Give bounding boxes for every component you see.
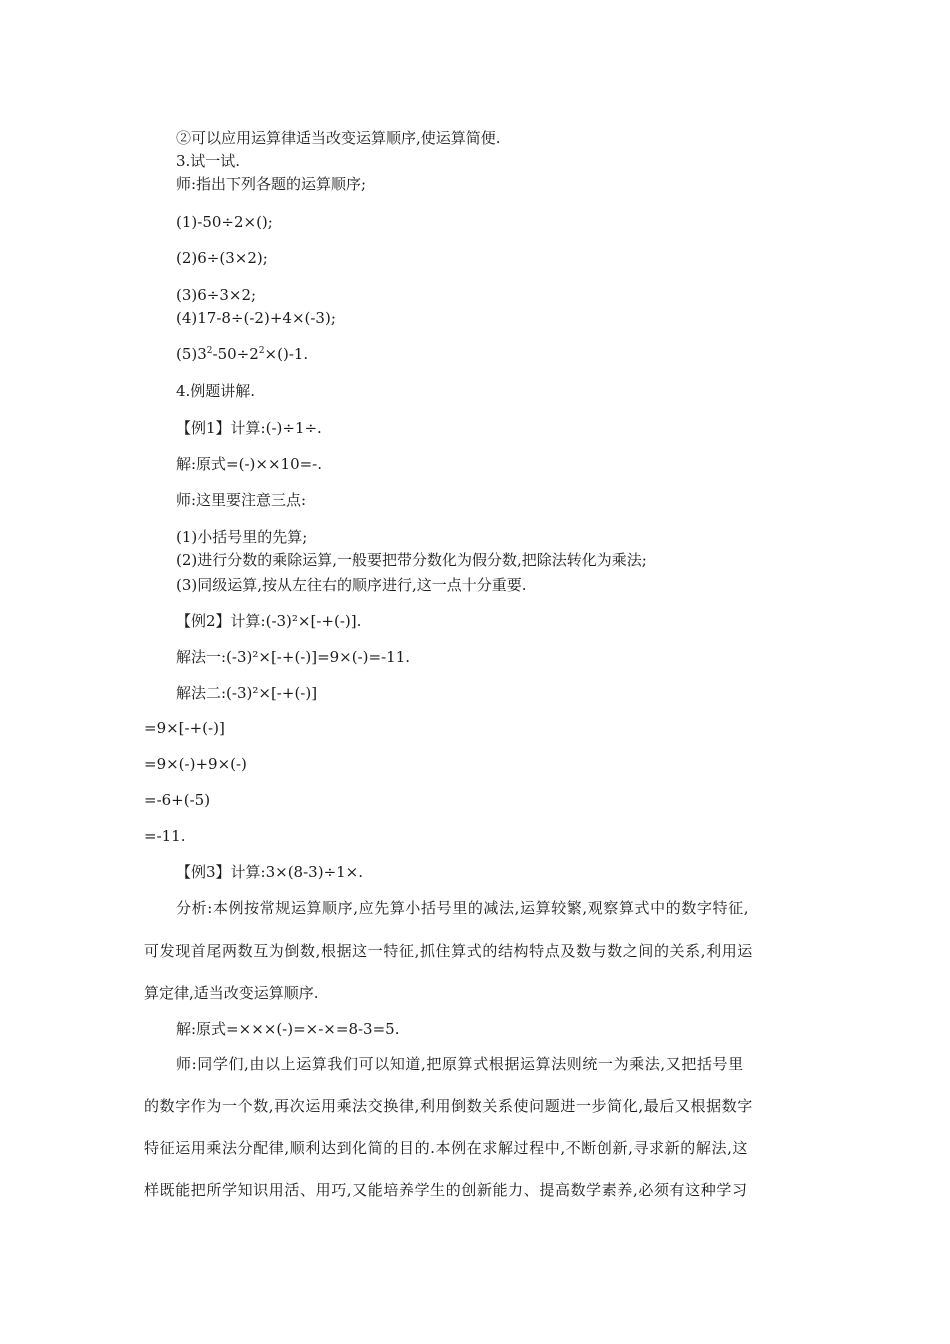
text-line-25: 可发现首尾两数互为倒数,根据这一特征,抓住算式的结构特点及数与数之间的关系,利用运: [144, 942, 753, 960]
text-line-14: (2)进行分数的乘除运算,一般要把带分数化为假分数,把除法转化为乘法;: [176, 551, 647, 569]
text-line-24: 分析:本例按常规运算顺序,应先算小括号里的减法,运算较繁,观察算式中的数字特征,: [176, 899, 750, 917]
text-line-4: (1)-50÷2×();: [176, 213, 273, 231]
text-line-13: (1)小括号里的先算;: [176, 528, 308, 546]
text-line-20: =9×(-)+9×(-): [144, 755, 247, 773]
text-line-28: 师:同学们,由以上运算我们可以知道,把原算式根据运算法则统一为乘法,又把括号里: [176, 1055, 744, 1073]
text-line-26: 算定律,适当改变运算顺序.: [144, 984, 319, 1002]
text-line-16: 【例2】计算:(-3)²×[-+(-)].: [176, 612, 362, 630]
text-line-8-pre: (5)3: [176, 345, 207, 363]
text-line-8: [176, 344, 308, 364]
text-line-29: 的数字作为一个数,再次运用乘法交换律,利用倒数关系使问题进一步简化,最后又根据数字: [144, 1097, 753, 1115]
text-line-27: 解:原式=×××(-)=×-×=8-3=5.: [176, 1020, 400, 1038]
text-line-23: 【例3】计算:3×(8-3)÷1×.: [176, 863, 364, 881]
text-line-9: 4.例题讲解.: [176, 382, 256, 400]
text-line-18: 解法二:(-3)²×[-+(-)]: [176, 684, 318, 702]
text-line-1: ②可以应用运算律适当改变运算顺序,使运算简便.: [176, 129, 501, 147]
text-line-12: 师:这里要注意三点:: [176, 491, 307, 509]
text-line-6: (3)6÷3×2;: [176, 286, 257, 304]
text-line-2: 3.试一试.: [176, 152, 241, 170]
text-line-15: (3)同级运算,按从左往右的顺序进行,这一点十分重要.: [176, 576, 527, 594]
superscript-2: 2: [258, 346, 265, 356]
text-line-8-post: ×()-1.: [264, 345, 309, 363]
text-line-30: 特征运用乘法分配律,顺利达到化简的目的.本例在求解过程中,不断创新,寻求新的解法,这: [144, 1139, 749, 1157]
text-line-10: 【例1】计算:(-)÷1÷.: [176, 419, 322, 437]
text-line-19: =9×[-+(-)]: [144, 719, 225, 737]
text-line-8-mid: -50÷2: [212, 345, 259, 363]
text-line-31: 样既能把所学知识用活、用巧,又能培养学生的创新能力、提高数学素养,必须有这种学习: [144, 1181, 748, 1199]
text-line-17: 解法一:(-3)²×[-+(-)]=9×(-)=-11.: [176, 648, 411, 666]
text-line-3: 师:指出下列各题的运算顺序;: [176, 175, 367, 193]
text-line-7: (4)17-8÷(-2)+4×(-3);: [176, 309, 336, 327]
text-line-5: (2)6÷(3×2);: [176, 249, 268, 267]
text-line-22: =-11.: [144, 827, 186, 845]
superscript-1: 2: [206, 346, 213, 356]
text-line-21: =-6+(-5): [144, 791, 211, 809]
text-line-11: 解:原式=(-)××10=-.: [176, 455, 323, 473]
